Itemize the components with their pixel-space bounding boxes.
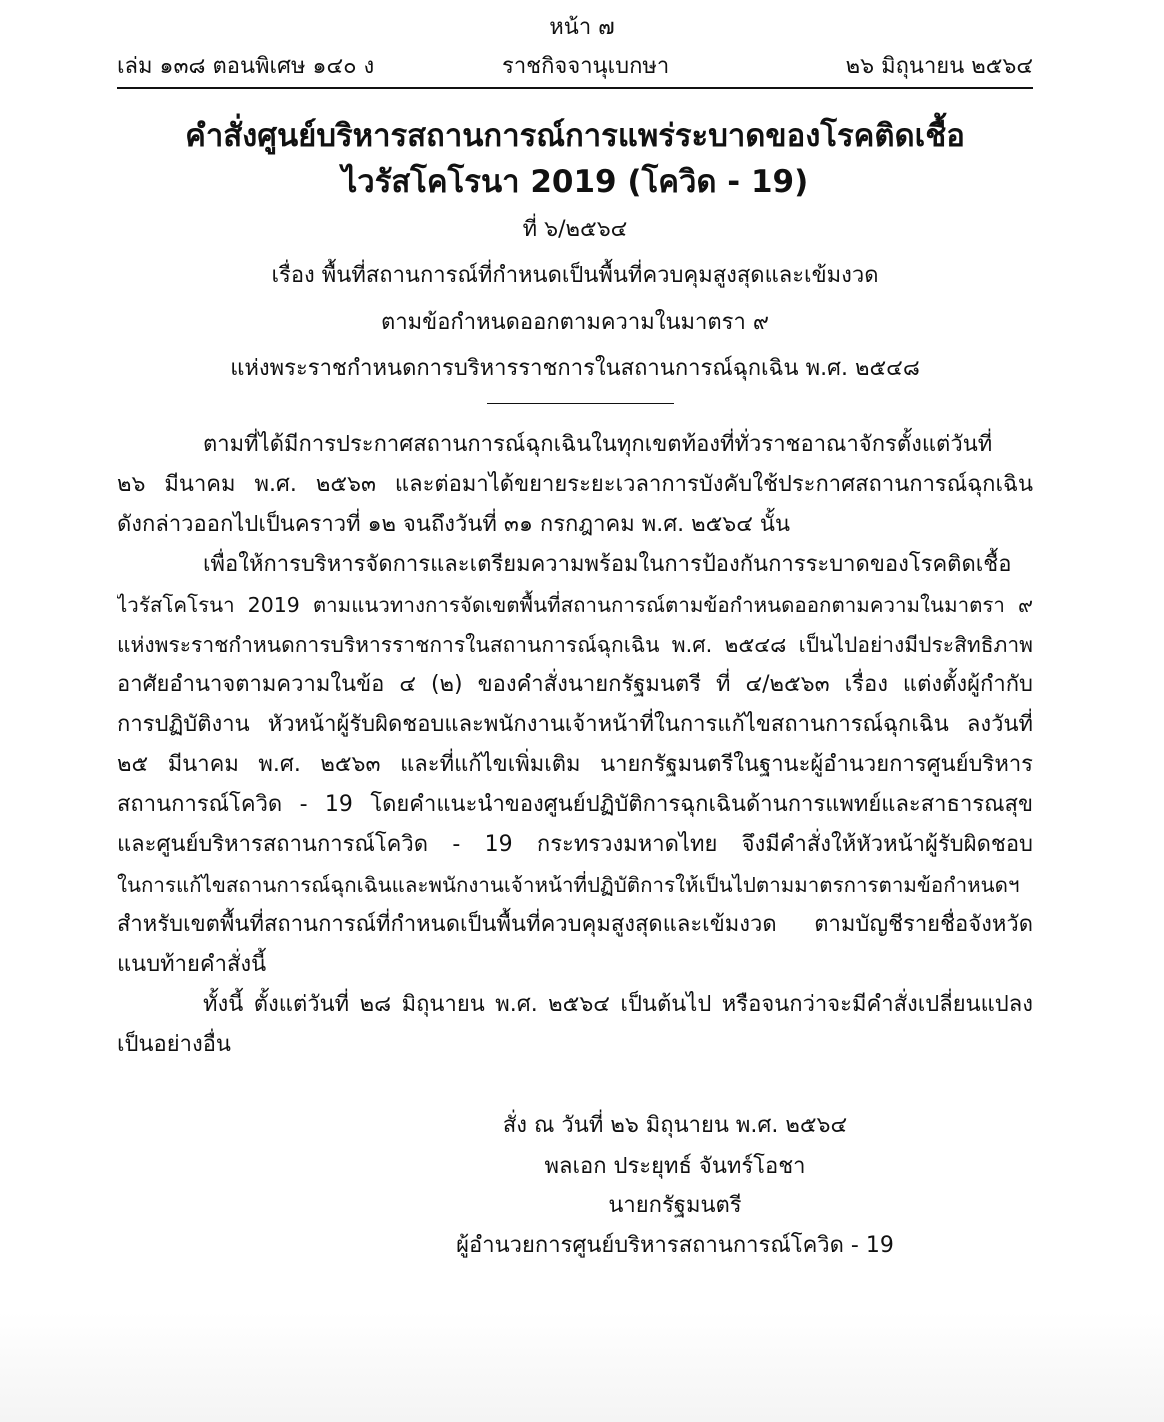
paragraph-2-line: แนบท้ายคำสั่งนี้ bbox=[117, 952, 267, 977]
paragraph-3-line: ทั้งนี้ ตั้งแต่วันที่ ๒๘ มิถุนายน พ.ศ. ๒๕๖๔ เป็นต้นไป หรือจนกว่าจะมีคำสั่งเปลี่ยนแปลง bbox=[203, 992, 1033, 1017]
paragraph-2-line: สถานการณ์โควิด - 19 โดยคำแนะนำของศูนย์ปฏิบัติการฉุกเฉินด้านการแพทย์และสาธารณสุข bbox=[117, 792, 1033, 817]
paragraph-2-line: แห่งพระราชกำหนดการบริหารราชการในสถานการณ์ฉุกเฉิน พ.ศ. ๒๕๔๘ เป็นไปอย่างมีประสิทธิภาพ bbox=[117, 633, 1033, 657]
paragraph-2-line: ไวรัสโคโรนา 2019 ตามแนวทางการจัดเขตพื้นที่สถานการณ์ตามข้อกำหนดออกตามความในมาตรา ๙ bbox=[117, 593, 1033, 617]
paragraph-2-line: และศูนย์บริหารสถานการณ์โควิด - 19 กระทรวงมหาดไทย จึงมีคำสั่งให้หัวหน้าผู้รับผิดชอบ bbox=[117, 832, 1033, 857]
paragraph-2-line: อาศัยอำนาจตามความในข้อ ๔ (๒) ของคำสั่งนายกรัฐมนตรี ที่ ๔/๒๕๖๓ เรื่อง แต่งตั้งผู้กำกับ bbox=[117, 672, 1033, 697]
signatory-role: ผู้อำนวยการศูนย์บริหารสถานการณ์โควิด - 19 bbox=[456, 1233, 894, 1258]
paragraph-2-line: การปฏิบัติงาน หัวหน้าผู้รับผิดชอบและพนักงานเจ้าหน้าที่ในการแก้ไขสถานการณ์ฉุกเฉิน ลงวันที่ bbox=[117, 712, 1033, 737]
signature-date: สั่ง ณ วันที่ ๒๖ มิถุนายน พ.ศ. ๒๕๖๔ bbox=[502, 1113, 848, 1138]
paragraph-2-line: สำหรับเขตพื้นที่สถานการณ์ที่กำหนดเป็นพื้นที่ควบคุมสูงสุดและเข้มงวด ตามบัญชีรายชื่อจังหวัด bbox=[117, 912, 1033, 937]
order-title-line-2: ไวรัสโคโรนา 2019 (โควิด - 19) bbox=[341, 164, 809, 200]
order-number: ที่ ๖/๒๕๖๔ bbox=[522, 217, 628, 242]
volume-issue: เล่ม ๑๓๘ ตอนพิเศษ ๑๔๐ ง bbox=[117, 54, 375, 79]
page-number: หน้า ๗ bbox=[549, 15, 615, 40]
paragraph-1-line: ๒๖ มีนาคม พ.ศ. ๒๕๖๓ และต่อมาได้ขยายระยะเวลาการบังคับใช้ประกาศสถานการณ์ฉุกเฉิน bbox=[117, 472, 1033, 497]
header-divider bbox=[117, 87, 1033, 89]
paragraph-1-line: ตามที่ได้มีการประกาศสถานการณ์ฉุกเฉินในทุกเขตท้องที่ทั่วราชอาณาจักรตั้งแต่วันที่ bbox=[203, 432, 993, 457]
paragraph-2-line: ๒๕ มีนาคม พ.ศ. ๒๕๖๓ และที่แก้ไขเพิ่มเติม นายกรัฐมนตรีในฐานะผู้อำนวยการศูนย์บริหาร bbox=[117, 752, 1033, 777]
subject-line-1: เรื่อง พื้นที่สถานการณ์ที่กำหนดเป็นพื้นที่ควบคุมสูงสุดและเข้มงวด bbox=[271, 263, 879, 288]
publish-date: ๒๖ มิถุนายน ๒๕๖๔ bbox=[845, 54, 1033, 79]
subject-line-3: แห่งพระราชกำหนดการบริหารราชการในสถานการณ์ฉุกเฉิน พ.ศ. ๒๕๔๘ bbox=[230, 356, 920, 381]
page-bottom-shade bbox=[0, 1312, 1164, 1422]
paragraph-2-line: ในการแก้ไขสถานการณ์ฉุกเฉินและพนักงานเจ้าหน้าที่ปฏิบัติการให้เป็นไปตามมาตรการตามข้อกำหนดฯ bbox=[117, 873, 1020, 897]
paragraph-2-line: เพื่อให้การบริหารจัดการและเตรียมความพร้อมในการป้องกันการระบาดของโรคติดเชื้อ bbox=[203, 552, 1012, 577]
title-divider bbox=[487, 403, 674, 404]
order-title-line-1: คำสั่งศูนย์บริหารสถานการณ์การแพร่ระบาดของโรคติดเชื้อ bbox=[185, 118, 965, 154]
paragraph-3-line: เป็นอย่างอื่น bbox=[117, 1032, 231, 1057]
signatory-position: นายกรัฐมนตรี bbox=[608, 1193, 742, 1218]
gazette-header bbox=[117, 50, 1033, 84]
paragraph-1-line: ดังกล่าวออกไปเป็นคราวที่ ๑๒ จนถึงวันที่ ๓๑ กรกฎาคม พ.ศ. ๒๕๖๔ นั้น bbox=[117, 512, 790, 537]
gazette-name: ราชกิจจานุเบกษา bbox=[502, 54, 670, 79]
signatory-name: พลเอก ประยุทธ์ จันทร์โอชา bbox=[544, 1154, 806, 1179]
subject-line-2: ตามข้อกำหนดออกตามความในมาตรา ๙ bbox=[381, 310, 769, 335]
